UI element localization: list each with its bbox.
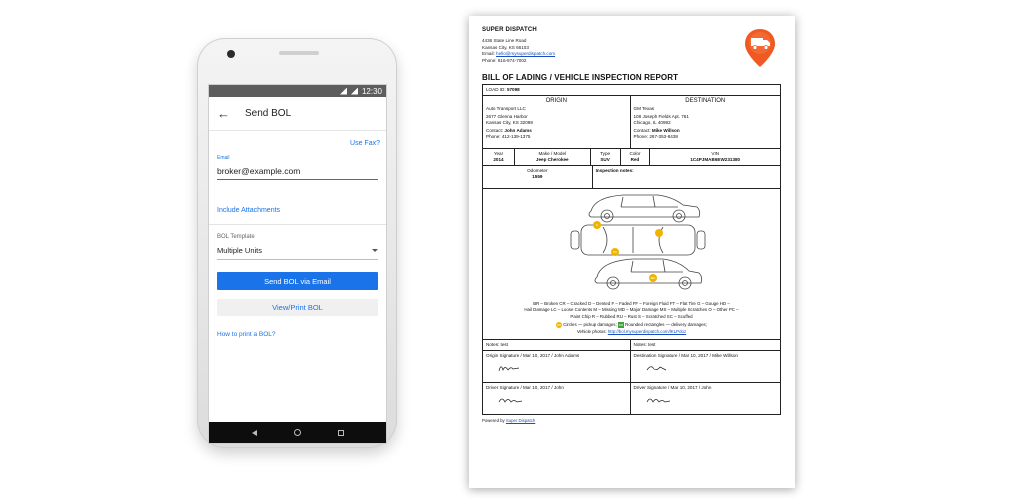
vehicle-photos-label: Vehicle photos:	[576, 329, 608, 335]
color-label: Color	[629, 151, 641, 156]
damage-diagram-row	[483, 189, 780, 340]
damage-marker-s-label: S	[595, 223, 599, 227]
driver-signature-right-cell	[631, 383, 781, 414]
color-value: Red	[630, 157, 640, 162]
origin-street: 2677 Glenna Harbor	[486, 114, 528, 119]
status-bar	[209, 85, 386, 97]
bol-document	[469, 16, 795, 488]
company-email-link[interactable]: hello@mysuperdispatch.com	[496, 51, 556, 56]
odometer-cell	[483, 166, 593, 188]
driver-signature-left-scribble	[497, 394, 523, 406]
origin-signature-scribble	[497, 362, 521, 374]
vehicle-photos-link[interactable]: http://bol.mysuperdispatch.com/lKLPdoz	[607, 329, 687, 335]
destination-phone: Phone: 267-353-8438	[633, 134, 678, 139]
legend-line-1: BR – Broken CR – Cracked D – Dented F – Faded FF – Foreign Fluid FT – Flat Tire G – Gouge HD –	[533, 301, 730, 306]
signature-row-1	[483, 351, 780, 383]
truck-pin-logo-icon	[743, 28, 777, 68]
phone-mockup	[197, 38, 397, 448]
driver-signature-left-cell	[483, 383, 631, 414]
legend-circles-text: Circles — pickup damages;	[562, 322, 617, 328]
destination-contact: Mike Willson	[651, 128, 680, 133]
legend-rect-text: Rounded rectangles — delivery damages;	[623, 322, 707, 328]
driver-signature-right-scribble	[645, 394, 671, 406]
origin-destination-row	[483, 96, 780, 149]
email-field[interactable]	[217, 163, 378, 180]
vehicle-year-cell	[483, 149, 515, 165]
origin-phone: Phone: 412-139-1375	[486, 134, 531, 139]
address-line-2: Kansas City, KS 66103	[482, 44, 529, 50]
speaker-grille	[279, 51, 319, 55]
front-camera-icon	[227, 50, 235, 58]
page-title: Send BOL	[245, 108, 292, 119]
odometer-label: Odometer	[527, 168, 548, 173]
damage-marker-md-label: MD	[650, 276, 656, 280]
document-title: BILL OF LADING / VEHICLE INSPECTION REPORT	[482, 73, 679, 82]
signal-icon	[340, 88, 347, 95]
company-phone: Phone: 816-974-7002	[482, 57, 527, 63]
origin-contact: John Adams	[504, 128, 532, 133]
destination-street: 108 Joseph Fields Apt. 761	[633, 114, 689, 119]
type-value: SUV	[600, 157, 610, 162]
driver-signature-left-label: Driver Signature / Mar 10, 2017 / John	[486, 384, 564, 390]
origin-name: Auto Transport LLC	[486, 106, 526, 111]
status-time: 12:30	[361, 86, 382, 96]
make-label: Make / Model	[538, 151, 567, 156]
powered-by	[482, 418, 782, 423]
pickup-circle-icon: DR	[556, 322, 562, 327]
powered-by-link[interactable]: Super Dispatch	[505, 417, 536, 423]
phone-screen	[208, 84, 387, 444]
damage-marker-extra	[655, 229, 663, 237]
destination-block	[631, 96, 781, 148]
notes-right: Notes: test	[633, 341, 656, 347]
app-bar	[209, 97, 386, 131]
company-name: SUPER DISPATCH	[482, 27, 537, 33]
email-prefix: Email:	[482, 51, 497, 56]
vehicle-diagram	[483, 189, 780, 301]
use-fax-link[interactable]: Use Fax?	[350, 140, 380, 147]
bol-template-value: Multiple Units	[217, 246, 263, 255]
vin-value: 1C4PJMAB6EW231380	[690, 157, 741, 162]
destination-signature-scribble	[645, 362, 669, 374]
nav-back-icon[interactable]	[252, 430, 257, 436]
vehicle-vin-cell	[650, 149, 780, 165]
load-id-row	[483, 85, 780, 96]
type-label: Type	[600, 151, 611, 156]
include-attachments-link[interactable]: Include Attachments	[209, 180, 386, 225]
powered-by-label: Powered by	[482, 417, 506, 423]
inspection-notes-cell: Inspection notes:	[595, 168, 634, 173]
origin-header: ORIGIN	[545, 98, 567, 104]
bol-template-label: BOL Template	[217, 234, 255, 240]
origin-block	[483, 96, 631, 148]
load-id	[483, 85, 523, 95]
nav-recents-icon[interactable]	[338, 430, 344, 436]
vehicle-photos-line	[487, 329, 776, 335]
origin-signature-label: Origin Signature / Mar 10, 2017 / John Adams	[486, 352, 580, 358]
destination-signature-cell	[631, 351, 781, 382]
notes-row	[483, 340, 780, 351]
vehicle-make-cell	[515, 149, 591, 165]
dropdown-arrow-icon	[372, 249, 378, 252]
odometer-value: 1559	[532, 174, 543, 179]
destination-name: GM Texas	[633, 106, 655, 111]
legend-shapes-line	[487, 322, 776, 328]
how-to-print-link[interactable]: How to print a BOL?	[217, 331, 276, 338]
email-label: Email	[217, 155, 230, 161]
address-line-1: 4436 State Line Road	[482, 38, 527, 43]
nav-home-icon[interactable]	[294, 429, 301, 436]
bol-template-select[interactable]	[217, 246, 378, 260]
destination-city: Chicago, IL 40982	[633, 120, 671, 125]
origin-contact-label: Contact:	[486, 128, 505, 133]
view-print-bol-button[interactable]: View/Print BOL	[217, 299, 378, 316]
load-id-label: LOAD ID:	[486, 87, 507, 92]
year-value: 2014	[493, 157, 504, 162]
vehicle-color-cell	[621, 149, 651, 165]
email-field-group	[209, 147, 386, 180]
destination-header: DESTINATION	[685, 98, 726, 104]
car-outline-diagram	[483, 189, 781, 301]
notes-left: Notes: test	[483, 340, 631, 350]
vehicle-type-cell	[591, 149, 621, 165]
driver-signature-right-label: Driver Signature / Mar 10, 2017 / John	[633, 384, 712, 390]
year-label: Year	[493, 151, 504, 156]
signature-row-2	[483, 383, 780, 414]
back-arrow-icon[interactable]: ←	[217, 106, 230, 121]
origin-city: Kansas City, KS 32098	[486, 120, 533, 125]
delivery-rect-icon: DR	[618, 322, 624, 327]
damage-marker-pc-label: PC	[612, 250, 618, 254]
vin-label: VIN	[711, 151, 720, 156]
send-bol-email-button[interactable]: Send BOL via Email	[217, 272, 378, 290]
odometer-notes-row	[483, 166, 780, 189]
damage-legend	[483, 301, 780, 339]
bol-table	[482, 84, 781, 415]
destination-signature-label: Destination Signature / Mar 10, 2017 / Mike Willson	[633, 352, 738, 358]
battery-icon	[351, 88, 358, 95]
destination-contact-label: Contact:	[633, 128, 652, 133]
company-address	[482, 38, 782, 64]
make-value: Jeep Cherokee	[535, 157, 569, 162]
load-id-value: 57098	[506, 87, 520, 92]
origin-signature-cell	[483, 351, 631, 382]
legend-line-3: Paint Chip R – Rubbed RU – Rust S – Scratched SC – Scuffed	[570, 313, 693, 319]
android-nav-bar	[209, 422, 386, 443]
vehicle-row	[483, 149, 780, 166]
legend-line-2: Hail Damage LC – Loose Contents M – Missing MD – Major Damage MS – Multiple Scratches O – Other PC –	[524, 307, 739, 313]
